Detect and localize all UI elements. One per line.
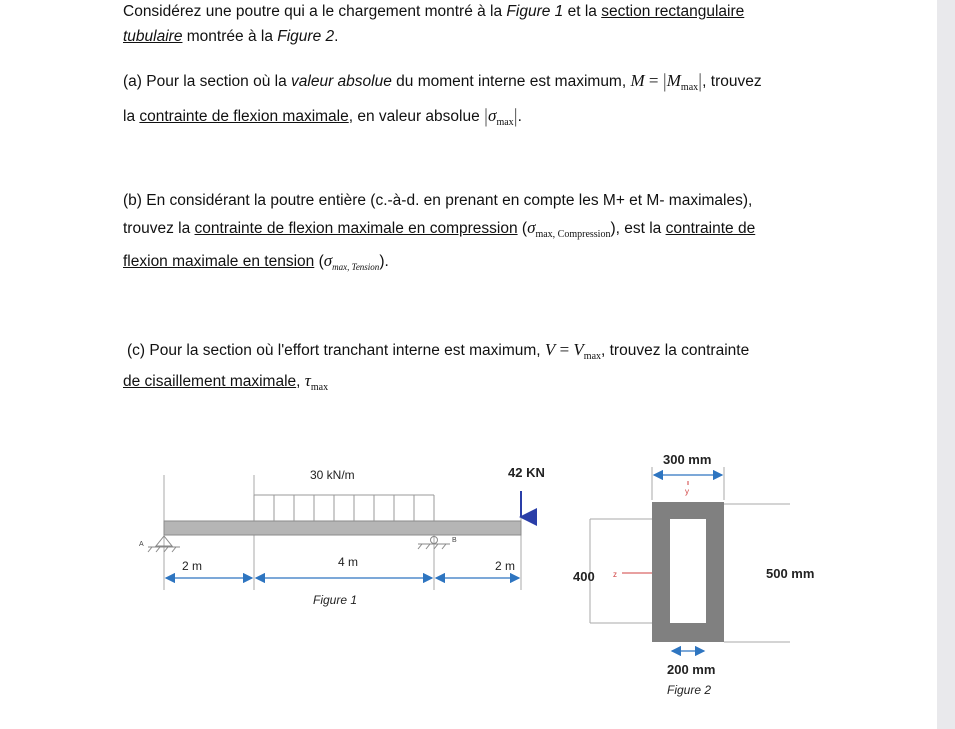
figure-2-caption: Figure 2 <box>667 683 712 697</box>
dimension-label-1: 2 m <box>182 559 203 573</box>
part-a-line-1: (a) Pour la section où la valeur absolue du moment interne est maximum, $M = |M_{max}|$, trouvez <box>123 70 762 93</box>
point-load-label: 42 KN <box>508 465 545 480</box>
figure-1-caption: Figure 1 <box>313 593 358 607</box>
part-b-line-2: trouvez la contrainte de flexion maximale en compression $(\sigma_{max, Compression})$, est la contrainte de <box>123 218 756 240</box>
height-inner-label: 400 <box>573 569 595 584</box>
support-b-label: B <box>452 537 457 544</box>
part-b-line-3: flexion maximale en tension $(\sigma_{max, Tension})$. <box>123 251 389 272</box>
height-outer-label: 500 mm <box>766 566 815 581</box>
figure-1-beam-diagram <box>130 455 570 615</box>
width-inner-label: 200 mm <box>667 662 716 677</box>
intro-line-2: tubulaire montrée à la Figure 2. <box>123 28 339 45</box>
section-hollow <box>670 519 706 623</box>
part-c-line-1: (c) Pour la section où l'effort tranchant interne est maximum, $V = V_{max}$, trouvez la contrainte <box>127 340 750 362</box>
distributed-load <box>254 495 434 521</box>
part-c-line-2: de cisaillement maximale, $\tau_{max}$ <box>123 371 329 393</box>
axis-z-label: z <box>613 570 617 579</box>
part-b-line-1: (b) En considérant la poutre entière (c.-à-d. en prenant en compte les M+ et M- maximales), <box>123 192 753 209</box>
dimension-label-3: 2 m <box>495 559 516 573</box>
distributed-load-label: 30 kN/m <box>310 468 355 482</box>
axis-y-label: y <box>685 487 689 496</box>
intro-line-1: Considérez une poutre qui a le chargement montré à la Figure 1 et la section rectangulaire <box>123 3 745 20</box>
support-a-label: A <box>139 541 144 548</box>
beam <box>164 521 521 535</box>
page-edge <box>937 0 955 729</box>
figure-2-cross-section <box>560 445 840 705</box>
dimension-label-2: 4 m <box>338 555 359 569</box>
part-a-line-2: la contrainte de flexion maximale, en valeur absolue $|\sigma_{max}|$. <box>123 105 522 128</box>
width-outer-label: 300 mm <box>663 452 712 467</box>
